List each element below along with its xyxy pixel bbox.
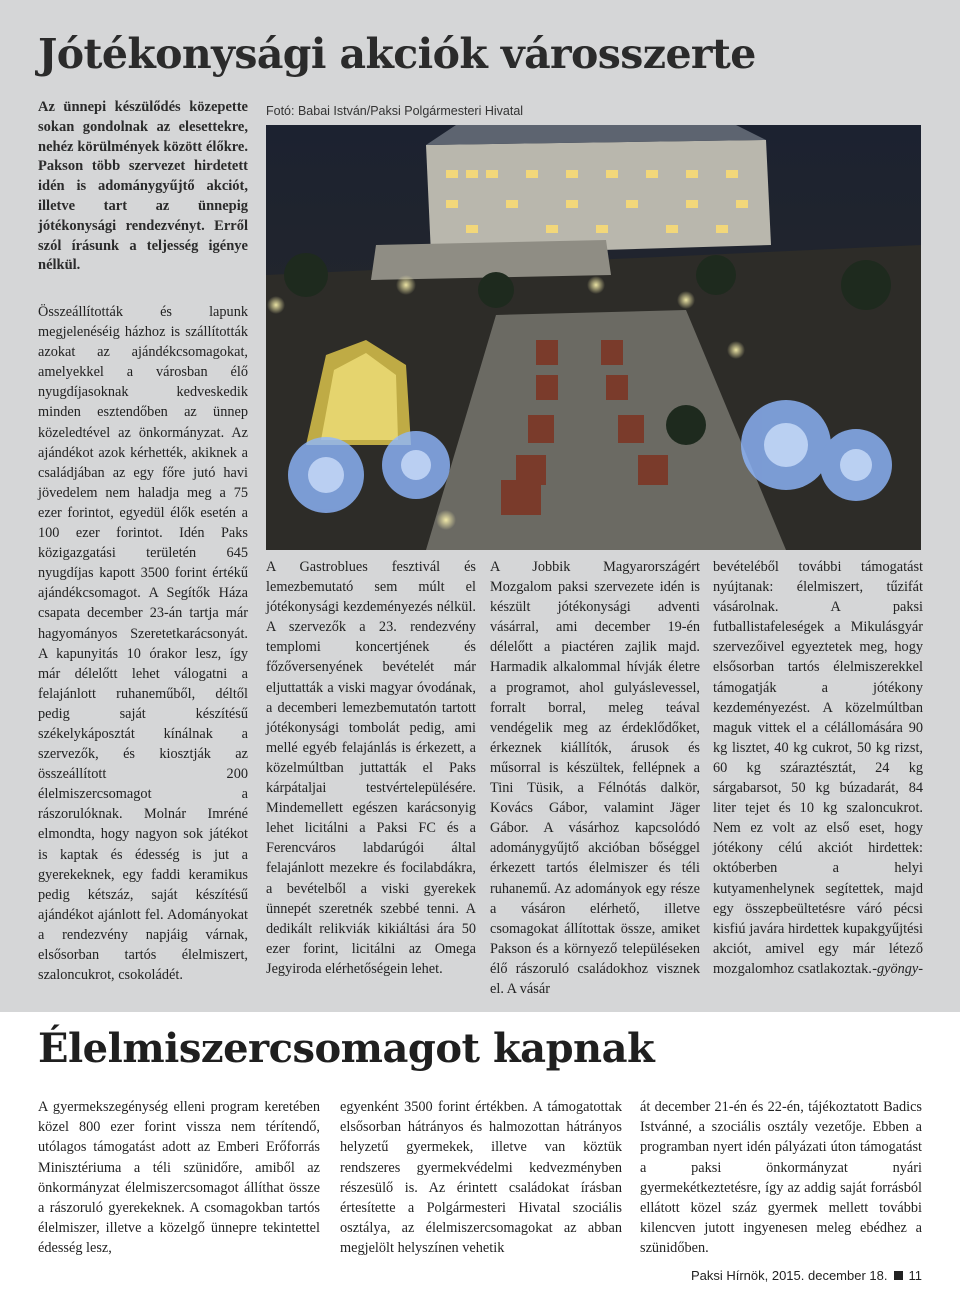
article2-column-1: A gyermekszegénység elleni program keretében közel 800 ezer forint vissza nem térítendő, utólagos támogatást adott az Emberi Erőforrás Minisztériuma a téli szünidőre, amiből az önkormányzat élelmiszercsomagot állíthat össze a rászoruló gyerekeknek. A csomagokban tartós élelmiszer, illetve a közelgő ünnepre tekintettel édesség lesz,	[38, 1099, 320, 1257]
article2-column-3: át december 21-én és 22-én, tájékoztatott Badics Istvánné, a szociális osztály vezetője. Ebben a programban nyert idén pályázati úton támogatást a paksi önkormányzat nyári gyermekétkeztetésre, így az addig saját forrásból ellátott közel száz gyermek mellett további kilencven jutott ingyenesen meleg ebédhez a szünidőben.	[640, 1099, 922, 1257]
article-lead: Az ünnepi készülődés közepette sokan gondolnak az elesettekre, nehéz körülmények között élőkre. Pakson több szervezet hirdetett idén is adománygyűjtő akciót, illetve tart az ünnepig jótékonysági rendezvényt. Erről szól írásunk a teljesség igénye nélkül.	[38, 99, 248, 274]
article-title: Jótékonysági akciók városszerte	[38, 30, 756, 78]
square-separator-icon	[894, 1271, 903, 1280]
article-column-3: A Jobbik Magyarországért Mozgalom paksi szervezete idén is készült jótékonysági adventi vásárral, ami december 19-én délelőtt a piactéren zajlik majd. Harmadik alkalommal hívják életre a programot, ahol gulyáslevessel, forralt borral, meleg teával vendégelik meg az érdeklődőket, érkeznek kiállítók, árusok és műsorral is készültek, fellépnek a Tini Tüsik, a Félnótás dalkör, Kovács Gábor, valamint Jäger Gábor. A vásárhoz kapcsolódó adománygyűjtő akcióban bőséggel érkezett tartós élelmiszer és téli ruhanemű. Az adományok egy része a vásáron elérhető, illetve csomagokat állítottak össze, amiket Pakson és a környező településeken élő rászoruló családokhoz visznek el. A vásár	[490, 559, 700, 997]
article-column-4-text: bevételéből további támogatást nyújtanak: élelmiszert, tűzifát vásárolnak. A paksi futballistafeleségek a Mikulásgyár szervezőivel egyeztetek meg, hogy elsősorban tartós élelmiszerekkel támogatják a jótékony kezdeményezést. A közelmúltban maguk vittek el a célállomására 90 kg lisztet, 40 kg cukrot, 50 kg rizst, 60 kg száraztésztát, 24 kg sárgabarsot, 50 kg búzadarát, 84 liter tejet és 10 kg szaloncukrot. Nem ez volt az első eset, hogy jótékony célú akciót hirdettek: októberben a helyi kutyamenhelynek segítettek, majd egy összepbeültetésre váró pécsi kisfiú javára hirdettek kupakgyűjtési akciót, amivel egy már létező mozgalomhoz csatlakoztak.	[713, 559, 923, 977]
article-column-1: Összeállították és lapunk megjelenéséig házhoz is szállították azokat az ajándékcsomagokat, amelyekkel a városban élő nyugdíjasoknak kedveskedik minden esztendőben az ünnep közeledtével az önkormányzat. Az ajándékot azok kérhették, akiknek a családjában az egy főre jutó havi jövedelem nem haladja meg a 75 ezer forintot, egyedül élők esetén a 100 ezer forintot. Idén Paks közigazgatási területén 645 nyugdíjas kapott 3500 forint értékű ajándékcsomagot. A Segítők Háza csapata december 23-án tartja már hagyományos Szeretetkarácsonyát. A kapunyitás 10 órakor lesz, így már délelőtt lehet válogatni a felajánlott ruhaneműből, déltől pedig saját készítésű székelykáposztát kínálnak a szervezők, és kiosztják az összeállított 200 élelmiszercsomagot a rászorulóknak. Molnár Imréné elmondta, hogy nagyon sok játékot is kaptak és édesség is jut a gyerekeknek, egy faddi keramikus pedig kétszáz, saját készítésű ajándékot ajánlott fel. Adományokat a rendezvény napjáig várnak, elsősorban tartós élelmiszert, szaloncukrot, csokoládét.	[38, 304, 248, 984]
article2-title: Élelmiszercsomagot kapnak	[38, 1025, 655, 1072]
page-number: 11	[908, 1268, 922, 1283]
article-column-2: A Gastroblues fesztivál és lemezbemutató sem múlt el jótékonysági kezdeményezés nélkül. A szervezők a 23. rendezvény templomi koncertjének és főzőversenyének bevételét már eljuttatták a viski magyar óvodának, a decemberi lemezbemutatón tartott jótékonysági tombolát pedig, ami mellé egyéb felajánlás is érkezett, a közelmúltban juttatták el Paks kárpátaljai testvértelepülésére. Mindemellett egészen karácsonyig lehet licitálni a Paksi FC és a Ferencváros labdarúgói által felajánlott mezekre és focilabdákra, a bevételből a viski gyerekek ünnepét szeretnék szebbé tenni. A dedikált relikviák kikiáltási ára 50 ezer forint, licitálni az Omega Jegyiroda elérhetőségein lehet.	[266, 559, 476, 977]
page-footer	[691, 1268, 922, 1283]
author-signature: -gyöngy-	[872, 960, 923, 977]
photo-credit: Fotó: Babai István/Paksi Polgármesteri Hivatal	[266, 104, 524, 118]
photo-christmas-market	[266, 125, 921, 550]
publication-info: Paksi Hírnök, 2015. december 18.	[690, 1268, 888, 1283]
article-column-4	[713, 557, 923, 979]
article2-column-2: egyenként 3500 forint értékben. A támogatottak elsősorban hátrányos és halmozottan hátrányos helyzetű gyermekek, illetve van köztük rendszeres gyermekvédelmi kedvezményben részesülő is. Az érintett családokat írásban értesítette a Polgármesteri Hivatal szociális osztálya, az élelmiszercsomagokat az abban megjelölt helyszínen vehetik	[340, 1099, 622, 1257]
